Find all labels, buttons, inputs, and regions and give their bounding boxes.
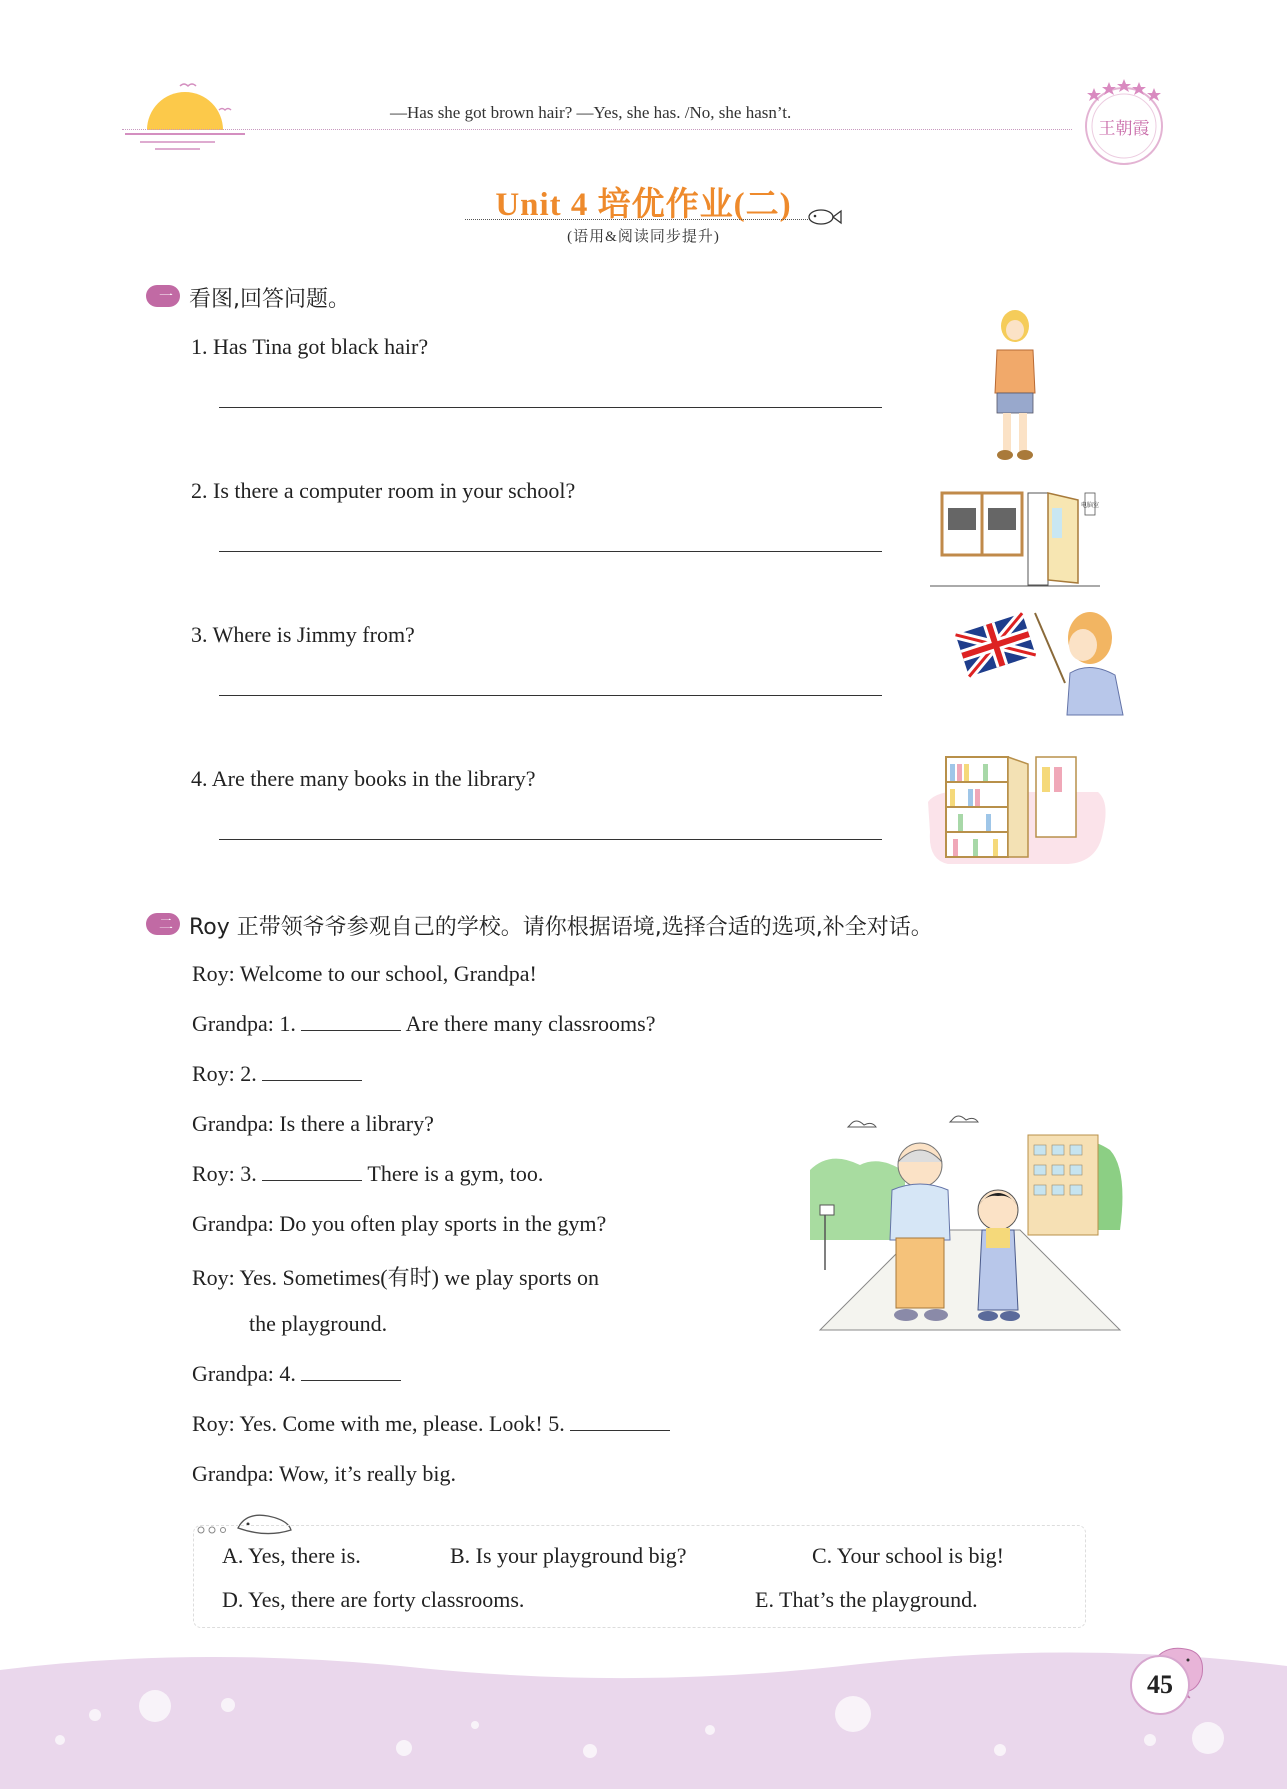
answer-line-1[interactable] — [219, 407, 882, 408]
option-d[interactable]: D. Yes, there are forty classrooms. — [222, 1587, 525, 1612]
svg-text:二: 二 — [159, 917, 173, 933]
boy-with-uk-flag-illustration — [955, 603, 1130, 718]
brand-logo-icon — [1078, 78, 1170, 168]
unit-title-main: Unit 4 培优作业(二) — [495, 187, 792, 223]
option-e[interactable]: E. That’s the playground. — [755, 1587, 978, 1612]
grandpa-and-roy-at-school-illustration — [810, 1110, 1130, 1335]
section-badge-2-icon — [146, 913, 180, 935]
logo-text: 王朝霞 — [1098, 119, 1150, 139]
blank-3[interactable] — [262, 1163, 362, 1181]
answer-line-4[interactable] — [219, 839, 882, 840]
unit-title — [0, 178, 1287, 225]
dialogue-line-10: Roy: Yes. Come with me, please. Look! 5. — [192, 1411, 670, 1437]
sunset-icon — [125, 80, 245, 150]
computer-room-illustration — [930, 488, 1100, 588]
question-1: 1. Has Tina got black hair? — [191, 334, 429, 359]
dialogue-line-6: Grandpa: Do you often play sports in the gym? — [192, 1211, 607, 1236]
section-1-title: 看图,回答问题。 — [189, 287, 350, 312]
unit-subtitle: (语用&阅读同步提升) — [567, 229, 720, 245]
dialogue-line-7: Roy: Yes. Sometimes(有时) we play sports on — [192, 1265, 600, 1290]
option-a[interactable]: A. Yes, there is. — [222, 1543, 361, 1568]
dialogue-line-9: Grandpa: 4. — [192, 1361, 401, 1387]
dialogue-line-1: Roy: Welcome to our school, Grandpa! — [192, 961, 537, 986]
blank-1[interactable] — [301, 1013, 401, 1031]
title-underline — [465, 219, 810, 220]
blank-2[interactable] — [262, 1063, 362, 1081]
dialogue-line-3: Roy: 2. — [192, 1061, 362, 1087]
header-caption: —Has she got brown hair? —Yes, she has. /No, she hasn’t. — [390, 103, 792, 122]
answer-line-3[interactable] — [219, 695, 882, 696]
section-badge-1-icon — [146, 285, 180, 307]
dialogue-line-4: Grandpa: Is there a library? — [192, 1111, 434, 1136]
girl-tina-illustration — [985, 308, 1045, 463]
library-bookshelf-illustration — [928, 752, 1108, 867]
dialogue-line-2: Grandpa: 1. Are there many classrooms? — [192, 1011, 656, 1036]
option-c[interactable]: C. Your school is big! — [812, 1543, 1004, 1568]
svg-text:电脑室: 电脑室 — [1080, 502, 1100, 509]
dialogue-line-8: the playground. — [249, 1311, 388, 1336]
question-4: 4. Are there many books in the library? — [191, 766, 536, 791]
question-3: 3. Where is Jimmy from? — [191, 622, 415, 647]
section-2-title: Roy 正带领爷爷参观自己的学校。请你根据语境,选择合适的选项,补全对话。 — [189, 915, 933, 940]
blank-4[interactable] — [301, 1363, 401, 1381]
svg-text:一: 一 — [159, 289, 173, 305]
option-b[interactable]: B. Is your playground big? — [450, 1543, 687, 1568]
dialogue-line-11: Grandpa: Wow, it’s really big. — [192, 1461, 457, 1486]
question-2: 2. Is there a computer room in your school? — [191, 478, 576, 503]
header-divider — [122, 129, 1072, 130]
footer-wave-decoration — [0, 1630, 1287, 1789]
dialogue-line-5: Roy: 3. There is a gym, too. — [192, 1161, 544, 1186]
blank-5[interactable] — [570, 1413, 670, 1431]
answer-line-2[interactable] — [219, 551, 882, 552]
page-number: 45 — [1130, 1655, 1190, 1715]
